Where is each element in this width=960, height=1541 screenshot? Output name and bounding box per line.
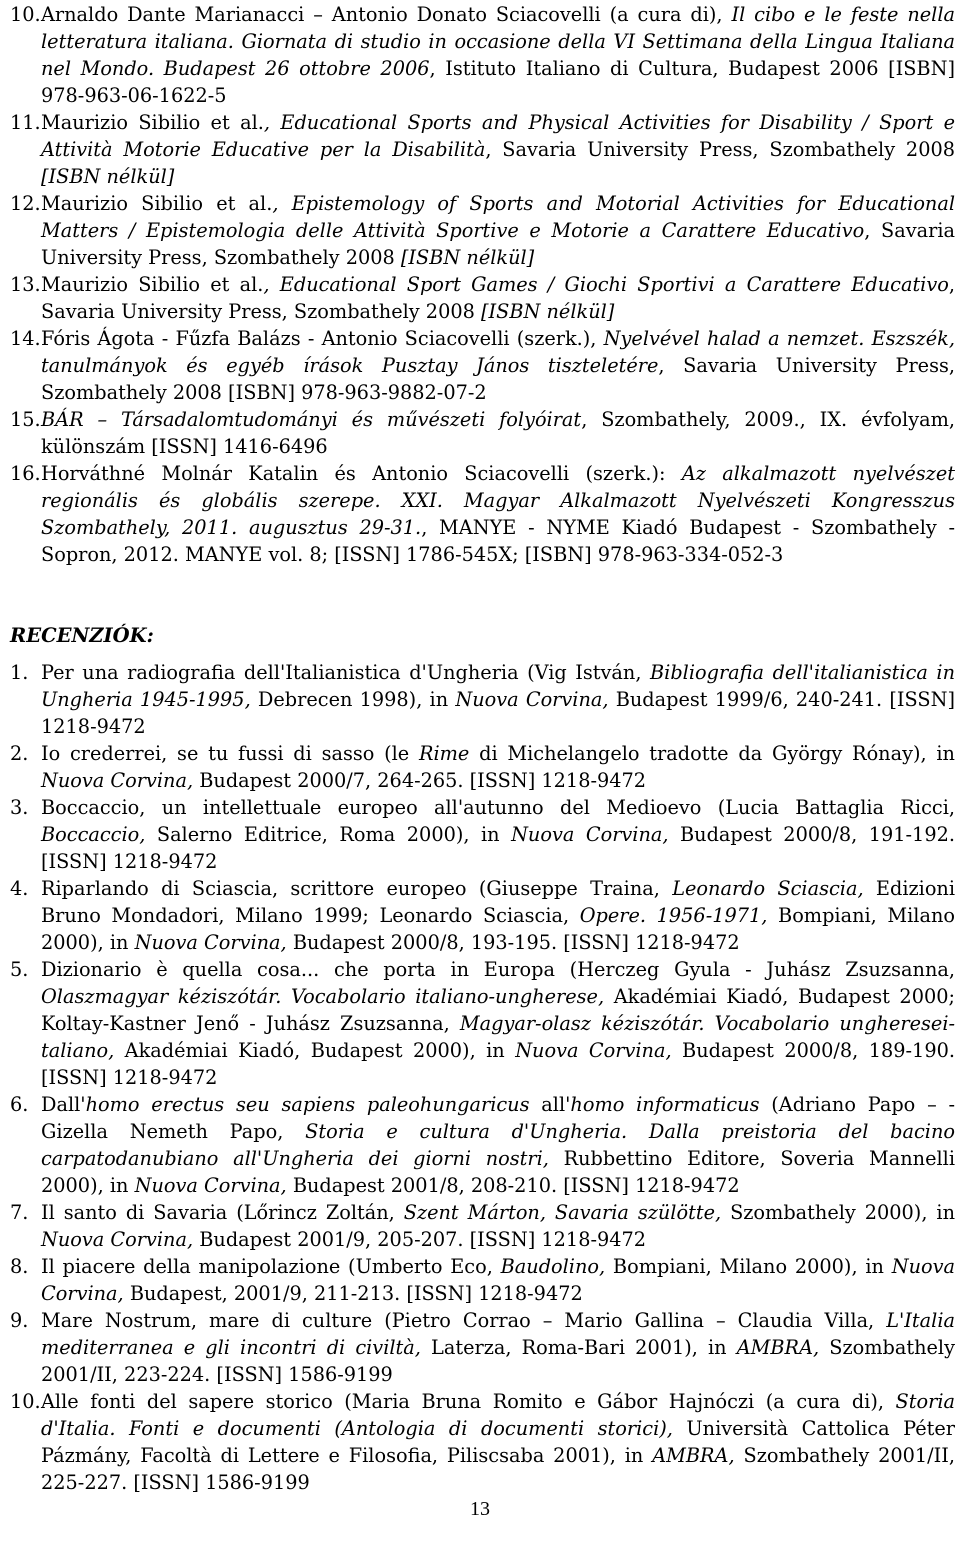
- italic-segment: Rime: [418, 742, 470, 765]
- text-segment: Alle fonti del sapere storico (Maria Bruna Romito e Gábor Hajnóczi (a cura di),: [41, 1390, 896, 1413]
- text-segment: Akadémiai Kiadó, Budapest 2000; Koltay-Kastner Jenő - Juhász Zsuzsanna,: [41, 985, 955, 1035]
- text-segment: Budapest 1999/6, 240-241. [ISSN] 1218-9472: [41, 688, 955, 738]
- italic-segment: Storia e cultura d'Ungheria. Dalla preistoria del bacino carpatodanubiano all'Ungheria dei giorni nostri,: [41, 1120, 955, 1170]
- entry-number: 13.: [10, 273, 41, 296]
- entry-text: [41, 659, 955, 740]
- review-entry: [10, 956, 955, 1091]
- text-segment: Rubbettino Editore, Soveria Mannelli 2000), in: [41, 1147, 955, 1197]
- text-segment: Riparlando di Sciascia, scrittore europeo (Giuseppe Traina,: [41, 877, 673, 900]
- italic-segment: Nuova Corvina,: [455, 688, 609, 711]
- text-segment: , Savaria University Press, Szombathely 2008: [41, 219, 955, 269]
- publication-entry: [10, 271, 955, 325]
- text-segment: , Istituto Italiano di Cultura, Budapest 2006 [ISBN] 978-963-06-1622-5: [41, 57, 955, 107]
- text-segment: Arnaldo Dante Marianacci – Antonio Donato Sciacovelli (a cura di),: [41, 3, 732, 26]
- entry-text: [41, 271, 955, 325]
- entry-text: [41, 325, 955, 406]
- publication-entry: [10, 1, 955, 109]
- text-segment: Fóris Ágota - Fűzfa Balázs - Antonio Sciacovelli (szerk.),: [41, 327, 604, 350]
- entry-number: 2.: [10, 742, 29, 765]
- text-segment: Boccaccio, un intellettuale europeo all'autunno del Medioevo (Lucia Battaglia Ricci,: [41, 796, 955, 819]
- entry-text: [41, 956, 955, 1091]
- entry-number: 14.: [10, 327, 41, 350]
- review-entry: [10, 1388, 955, 1496]
- italic-segment: Nuova Corvina,: [515, 1039, 672, 1062]
- text-segment: Università Cattolica Péter Pázmány, Facoltà di Lettere e Filosofia, Piliscsaba 2001), in: [41, 1417, 955, 1467]
- text-segment: Budapest 2001/8, 208-210. [ISSN] 1218-9472: [286, 1174, 740, 1197]
- text-segment: , Savaria University Press, Szombathely 2008 [ISBN] 978-963-9882-07-2: [41, 354, 955, 404]
- text-segment: di Michelangelo tradotte da György Rónay), in: [469, 742, 955, 765]
- italic-segment: Nuova Corvina,: [41, 1228, 194, 1251]
- entry-number: 15.: [10, 408, 41, 431]
- text-segment: Budapest 2001/9, 205-207. [ISSN] 1218-9472: [193, 1228, 647, 1251]
- entry-text: [41, 1307, 955, 1388]
- italic-segment: , Educational Sports and Physical Activities for Disability / Sport e Attività Motorie Educative per la Disabilità: [41, 111, 955, 161]
- text-segment: Per una radiografia dell'Italianistica d'Ungheria (Vig István,: [41, 661, 650, 684]
- text-segment: Budapest 2000/8, 193-195. [ISSN] 1218-9472: [286, 931, 740, 954]
- text-segment: Maurizio Sibilio et al.: [41, 273, 264, 296]
- italic-segment: Az alkalmazott nyelvészet regionális és globális szerepe. XXI. Magyar Alkalmazott Nyelvészeti Kongresszus Szombathely, 2011. augusztus 29-31.: [41, 462, 955, 539]
- review-entry: [10, 1199, 955, 1253]
- italic-segment: Nuova Corvina,: [511, 823, 669, 846]
- entry-number: 7.: [10, 1201, 29, 1224]
- italic-segment: homo informaticus: [570, 1093, 760, 1116]
- text-segment: Budapest 2000/7, 264-265. [ISSN] 1218-9472: [193, 769, 647, 792]
- italic-segment: Storia d'Italia. Fonti e documenti (Antologia di documenti storici),: [41, 1390, 955, 1440]
- section-gap: [10, 568, 955, 622]
- italic-segment: Bibliografia dell'italianistica in Ungheria 1945-1995,: [41, 661, 955, 711]
- italic-segment: homo erectus seu sapiens paleohungaricus: [85, 1093, 530, 1116]
- italic-segment: [ISBN nélkül]: [41, 165, 175, 188]
- text-segment: , Savaria University Press, Szombathely 2008: [485, 138, 955, 161]
- entry-text: [41, 1253, 955, 1307]
- text-segment: Bompiani, Milano 2000), in: [605, 1255, 892, 1278]
- text-segment: Budapest, 2001/9, 211-213. [ISSN] 1218-9472: [123, 1282, 583, 1305]
- text-segment: Io crederrei, se tu fussi di sasso (le: [41, 742, 419, 765]
- italic-segment: Opere. 1956-1971,: [579, 904, 768, 927]
- publication-entry: [10, 190, 955, 271]
- italic-segment: Nuova Corvina,: [134, 931, 287, 954]
- text-segment: all': [529, 1093, 571, 1116]
- italic-segment: Leonardo Sciascia,: [672, 877, 864, 900]
- entry-text: [41, 406, 955, 460]
- text-segment: Horváthné Molnár Katalin és Antonio Sciacovelli (szerk.):: [41, 462, 682, 485]
- text-segment: , Szombathely, 2009., IX. évfolyam, különszám [ISSN] 1416-6496: [41, 408, 956, 458]
- text-segment: Laterza, Roma-Bari 2001), in: [420, 1336, 737, 1359]
- page-number: 13: [470, 1498, 490, 1520]
- text-segment: Szombathely 2000), in: [721, 1201, 955, 1224]
- document-page: [10, 0, 955, 1496]
- text-segment: Mare Nostrum, mare di culture (Pietro Corrao – Mario Gallina – Claudia Villa,: [41, 1309, 887, 1332]
- italic-segment: [ISBN nélkül]: [400, 246, 535, 269]
- entry-number: 5.: [10, 958, 29, 981]
- text-segment: Bompiani, Milano 2000), in: [41, 904, 955, 954]
- entry-number: 12.: [10, 192, 41, 215]
- text-segment: Maurizio Sibilio et al.: [41, 192, 273, 215]
- entry-number: 11.: [10, 111, 41, 134]
- entry-text: [41, 109, 955, 190]
- italic-segment: [ISBN nélkül]: [481, 300, 615, 323]
- review-entry: [10, 659, 955, 740]
- italic-segment: Nyelvével halad a nemzet. Eszszék, tanulmányok és egyéb írások Pusztay János tiszteletére: [41, 327, 955, 377]
- entry-number: 1.: [10, 661, 29, 684]
- review-entry: [10, 1253, 955, 1307]
- entry-text: [41, 794, 955, 875]
- text-segment: (Adriano Papo – - Gizella Nemeth Papo,: [41, 1093, 956, 1143]
- text-segment: Salerno Editrice, Roma 2000), in: [145, 823, 512, 846]
- italic-segment: Boccaccio,: [41, 823, 146, 846]
- text-segment: Dizionario è quella cosa... che porta in Europa (Herczeg Gyula - Juhász Zsuzsanna,: [41, 958, 955, 981]
- entry-number: 3.: [10, 796, 29, 819]
- entry-text: [41, 460, 955, 568]
- text-segment: Maurizio Sibilio et al.: [41, 111, 264, 134]
- entry-number: 10.: [10, 1390, 41, 1413]
- entry-text: [41, 1, 955, 109]
- text-segment: Budapest 2000/8, 189-190. [ISSN] 1218-9472: [41, 1039, 955, 1089]
- entry-number: 4.: [10, 877, 29, 900]
- entry-number: 16.: [10, 462, 41, 485]
- italic-segment: AMBRA,: [736, 1336, 820, 1359]
- italic-segment: AMBRA,: [652, 1444, 735, 1467]
- text-segment: Szombathely 2001/II, 225-227. [ISSN] 1586-9199: [41, 1444, 956, 1494]
- publication-list: [10, 0, 955, 568]
- text-segment: Szombathely 2001/II, 223-224. [ISSN] 1586-9199: [41, 1336, 955, 1386]
- italic-segment: Nuova Corvina,: [41, 769, 194, 792]
- entry-text: [41, 1388, 955, 1496]
- italic-segment: L'Italia mediterranea e gli incontri di civiltà,: [41, 1309, 955, 1359]
- review-entry: [10, 740, 955, 794]
- reviews-heading: RECENZIÓK:: [10, 624, 154, 647]
- italic-segment: , Educational Sport Games / Giochi Sportivi a Carattere Educativo: [263, 273, 949, 296]
- entry-text: [41, 190, 955, 271]
- italic-segment: Olaszmagyar kéziszótár. Vocabolario italiano-ungherese,: [41, 985, 605, 1008]
- italic-segment: Nuova Corvina,: [134, 1174, 287, 1197]
- italic-segment: BÁR – Társadalomtudományi és művészeti folyóirat: [41, 408, 582, 431]
- italic-segment: Nuova Corvina,: [41, 1255, 956, 1305]
- text-segment: Il piacere della manipolazione (Umberto Eco,: [41, 1255, 501, 1278]
- entry-text: [41, 740, 955, 794]
- text-segment: Budapest 2000/8, 191-192. [ISSN] 1218-9472: [41, 823, 955, 873]
- text-segment: Il santo di Savaria (Lőrincz Zoltán,: [41, 1201, 404, 1224]
- italic-segment: Szent Márton, Savaria szülötte,: [403, 1201, 722, 1224]
- text-segment: Akadémiai Kiadó, Budapest 2000), in: [114, 1039, 516, 1062]
- entry-number: 10.: [10, 3, 41, 26]
- text-segment: Edizioni Bruno Mondadori, Milano 1999; Leonardo Sciascia,: [41, 877, 956, 927]
- publication-entry: [10, 460, 955, 568]
- text-segment: , Savaria University Press, Szombathely 2008: [41, 273, 955, 323]
- publication-entry: [10, 406, 955, 460]
- entry-number: 9.: [10, 1309, 29, 1332]
- entry-text: [41, 1199, 955, 1253]
- entry-number: 6.: [10, 1093, 29, 1116]
- publication-entry: [10, 109, 955, 190]
- entry-number: 8.: [10, 1255, 29, 1278]
- italic-segment: Baudolino,: [500, 1255, 606, 1278]
- review-entry: [10, 1307, 955, 1388]
- review-entry: [10, 794, 955, 875]
- review-entry: [10, 875, 955, 956]
- review-list: [10, 659, 955, 1496]
- text-segment: , MANYE - NYME Kiadó Budapest - Szombathely - Sopron, 2012. MANYE vol. 8; [ISSN] 1786-545X; [ISBN] 978-963-334-052-3: [41, 516, 955, 566]
- entry-text: [41, 1091, 955, 1199]
- text-segment: Debrecen 1998), in: [250, 688, 456, 711]
- italic-segment: Magyar-olasz kéziszótár. Vocabolario ungheresei-taliano,: [41, 1012, 956, 1062]
- entry-text: [41, 875, 955, 956]
- italic-segment: Il cibo e le feste nella letteratura italiana. Giornata di studio in occasione della VI Settimana della Lingua Italiana nel Mondo. Budapest 26 ottobre 2006: [41, 3, 955, 80]
- italic-segment: , Epistemology of Sports and Motorial Activities for Educational Matters / Epistemologia delle Attività Sportive e Motorie a Carattere Educativo: [41, 192, 956, 242]
- publication-entry: [10, 325, 955, 406]
- review-entry: [10, 1091, 955, 1199]
- text-segment: Dall': [41, 1093, 86, 1116]
